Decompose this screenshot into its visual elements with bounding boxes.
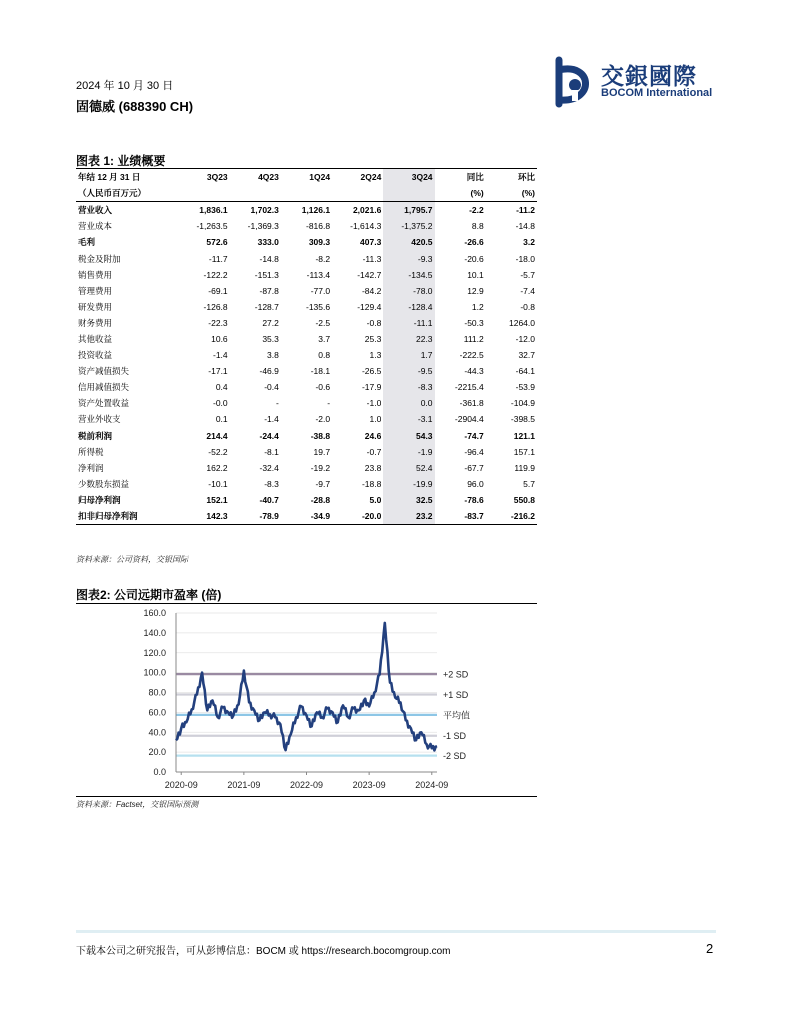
table-cell: -77.0 — [310, 285, 331, 296]
header-cell: (%) — [486, 185, 537, 202]
table-cell: -128.7 — [254, 301, 279, 312]
reference-line-label: 平均值 — [443, 710, 471, 721]
table-cell: 96.0 — [467, 478, 484, 489]
table-cell: - — [276, 398, 279, 409]
row-label: 毛利 — [78, 237, 96, 248]
table-cell: -2.5 — [315, 317, 331, 328]
table-cell: 27.2 — [262, 317, 279, 328]
table-cell: 23.8 — [364, 462, 382, 473]
table-cell: -17.1 — [208, 366, 228, 377]
table-cell: 420.5 — [383, 234, 434, 250]
table-row — [76, 428, 537, 444]
table-row — [76, 444, 537, 460]
y-tick-label: 120.0 — [143, 647, 166, 658]
row-label: 税前利润 — [78, 430, 113, 441]
table-cell: -1.0 — [366, 398, 382, 409]
table-cell: 10.1 — [467, 269, 484, 280]
table-cell: 25.3 — [364, 333, 382, 344]
row-label: 研发费用 — [78, 301, 113, 312]
report-date: 2024 年 10 月 30 日 — [76, 80, 174, 92]
row-label: 税金及附加 — [78, 253, 121, 264]
table-cell: -0.0 — [213, 398, 228, 409]
table-cell: 407.3 — [360, 237, 382, 248]
chart2-source: 资料来源：Factset，交银国际预测 — [76, 800, 199, 809]
table-cell: -104.9 — [510, 398, 535, 409]
x-tick-label: 2021-09 — [227, 780, 261, 790]
table-cell: 119.9 — [514, 462, 535, 473]
table-row — [76, 283, 537, 299]
table-cell: -14.8 — [259, 253, 279, 264]
table-cell: 5.0 — [369, 494, 382, 505]
header-cell: 年结 12 月 31 日 — [78, 172, 141, 183]
table-cell: 0.0 — [383, 395, 434, 411]
x-tick-label: 2023-09 — [352, 780, 386, 790]
row-label: 少数股东损益 — [78, 478, 130, 489]
table-cell: -113.4 — [306, 269, 331, 280]
table-row — [76, 460, 537, 476]
table-cell: 157.1 — [513, 446, 535, 457]
table-cell: -26.5 — [361, 366, 382, 377]
table-cell: -0.6 — [315, 382, 331, 393]
table-cell: 1.2 — [471, 301, 484, 312]
table-row — [76, 250, 537, 266]
table-cell: 1,126.1 — [301, 205, 331, 216]
forward-pe-chart — [76, 605, 537, 795]
table-cell: -129.4 — [357, 301, 382, 312]
table-cell: -8.2 — [315, 253, 331, 264]
table-cell: -32.4 — [259, 462, 279, 473]
table-cell: -38.8 — [310, 430, 331, 441]
table-cell: 5.7 — [523, 478, 535, 489]
results-summary-table — [76, 169, 537, 525]
header-cell: 环比 — [517, 172, 535, 183]
table-cell: -18.8 — [361, 478, 382, 489]
reference-line-label: -2 SD — [443, 751, 467, 762]
row-label: 扣非归母净利润 — [76, 508, 178, 525]
table-cell: 121.1 — [513, 430, 535, 441]
table-cell: 10.6 — [211, 333, 228, 344]
company-title: 固德威 (688390 CH) — [76, 99, 194, 114]
table-cell: -8.3 — [264, 478, 279, 489]
table-cell: 572.6 — [206, 237, 228, 248]
x-tick-label: 2020-09 — [164, 780, 198, 790]
table-cell: 1.7 — [383, 347, 434, 363]
table-row — [76, 267, 537, 283]
table-cell: -11.3 — [362, 253, 382, 264]
table-cell: -52.2 — [208, 446, 228, 457]
header-row-1 — [76, 169, 537, 185]
table-cell: -134.5 — [383, 267, 434, 283]
header-cell — [383, 185, 434, 202]
table-cell: -24.4 — [259, 430, 279, 441]
header-cell: 2Q24 — [360, 172, 382, 183]
table-cell: -0.8 — [366, 317, 382, 328]
table-cell: -8.1 — [264, 446, 279, 457]
table-cell: -0.8 — [520, 301, 535, 312]
table-cell: 3.8 — [267, 350, 279, 361]
table-cell: -12.0 — [515, 333, 535, 344]
y-tick-label: 80.0 — [148, 687, 166, 698]
bocom-emblem-icon — [553, 56, 597, 108]
table-cell: 24.6 — [364, 430, 382, 441]
header-cell: （人民币百万元） — [76, 185, 178, 202]
table-cell: 309.3 — [308, 237, 331, 248]
table-cell: 1.3 — [369, 350, 382, 361]
y-tick-label: 0.0 — [153, 767, 166, 777]
table-cell: -2.2 — [469, 205, 484, 216]
table-cell: 35.3 — [262, 333, 279, 344]
x-tick-label: 2022-09 — [289, 780, 324, 790]
table-cell: -17.9 — [361, 382, 382, 393]
table-row — [76, 508, 537, 525]
table-cell: -216.2 — [486, 508, 537, 525]
table-cell: 0.8 — [318, 350, 331, 361]
y-tick-label: 100.0 — [143, 667, 166, 678]
table-row — [76, 299, 537, 315]
table-cell: -34.9 — [281, 508, 332, 525]
table-cell: -128.4 — [383, 299, 434, 315]
reference-line-label: +1 SD — [443, 689, 469, 700]
row-label: 营业成本 — [78, 221, 113, 232]
header-cell — [178, 185, 229, 202]
table-cell: -9.7 — [315, 478, 331, 489]
row-label: 归母净利润 — [78, 494, 121, 505]
chart2-top-rule — [76, 603, 537, 604]
table-row — [76, 492, 537, 508]
header-cell: 1Q24 — [309, 172, 331, 183]
table-row — [76, 395, 537, 411]
table-cell: 1,836.1 — [199, 205, 228, 216]
page-number: 2 — [706, 941, 714, 956]
table-cell: -11.2 — [516, 205, 535, 216]
table-cell: 19.7 — [313, 446, 331, 457]
table-row — [76, 202, 537, 219]
table-cell: -151.3 — [254, 269, 279, 280]
table-cell: -78.9 — [230, 508, 281, 525]
table-cell: 0.1 — [215, 414, 228, 425]
table-cell: -361.8 — [459, 398, 484, 409]
table-cell: 111.2 — [463, 333, 484, 344]
table-cell: -126.8 — [203, 301, 228, 312]
table-cell: -8.3 — [383, 379, 434, 395]
table-cell: 52.4 — [383, 460, 434, 476]
table-cell: 214.4 — [206, 430, 228, 441]
table-body — [76, 202, 537, 525]
table-cell: 54.3 — [383, 428, 434, 444]
table-cell: -9.3 — [383, 250, 434, 266]
table-cell: 32.5 — [383, 492, 434, 508]
table-cell: -0.7 — [366, 446, 382, 457]
table-cell: 12.9 — [467, 285, 484, 296]
table1-title: 图表 1: 业绩概要 — [76, 154, 166, 168]
table-cell: -2.0 — [315, 414, 331, 425]
table-cell: -1,369.3 — [247, 221, 279, 232]
table-cell: 333.0 — [257, 237, 279, 248]
table-cell: 1,702.3 — [250, 205, 279, 216]
y-tick-label: 60.0 — [148, 707, 166, 718]
row-label: 管理费用 — [78, 285, 113, 296]
table-cell: -10.1 — [208, 478, 228, 489]
header-cell: 3Q23 — [206, 172, 228, 183]
table-cell: -40.7 — [259, 494, 279, 505]
table-cell: -50.3 — [464, 317, 484, 328]
row-label: 资产减值损失 — [78, 366, 130, 377]
reference-line-label: -1 SD — [443, 731, 467, 742]
table-cell: -64.1 — [515, 366, 535, 377]
table-cell: 1264.0 — [509, 317, 535, 328]
table-cell: 0.4 — [215, 382, 228, 393]
reference-line-label: +2 SD — [443, 669, 469, 680]
table1-source: 资料来源：公司资料，交银国际 — [76, 555, 188, 564]
table-cell: -84.2 — [361, 285, 382, 296]
table-cell: -1.4 — [264, 414, 279, 425]
row-label: 财务费用 — [78, 317, 113, 328]
chart2-bottom-rule — [76, 796, 537, 797]
table-cell: -0.4 — [264, 382, 279, 393]
table-cell: -78.6 — [464, 494, 484, 505]
logo-chinese-name: 交銀國際 — [601, 63, 697, 89]
header-cell — [332, 185, 383, 202]
table-cell: -83.7 — [435, 508, 486, 525]
table-cell: -2215.4 — [454, 382, 484, 393]
table-cell: -19.2 — [310, 462, 331, 473]
table-cell: -28.8 — [310, 494, 331, 505]
table-cell: -1,375.2 — [383, 218, 434, 234]
footer-text: 下载本公司之研究报告，可从彭博信息：BOCM 或 https://research.bocomgroup.com — [76, 946, 451, 957]
bocom-logo — [553, 56, 723, 108]
x-tick-label: 2024-09 — [415, 780, 449, 790]
table-cell: 1.0 — [369, 414, 382, 425]
row-label: 营业外收支 — [78, 414, 121, 425]
table-cell: -11.1 — [383, 315, 434, 331]
row-label: 所得税 — [78, 446, 104, 457]
table-row — [76, 476, 537, 492]
table-row — [76, 347, 537, 363]
y-tick-label: 140.0 — [143, 627, 166, 638]
table-row — [76, 379, 537, 395]
header-cell: 3Q24 — [383, 169, 434, 185]
header-cell: 4Q23 — [258, 172, 279, 183]
table-cell: 3.7 — [318, 333, 331, 344]
table-cell: 162.2 — [206, 462, 228, 473]
table-row — [76, 234, 537, 250]
table-cell: 1,795.7 — [383, 202, 434, 219]
table-cell: -67.7 — [464, 462, 484, 473]
row-label: 营业收入 — [78, 205, 113, 216]
table-cell: -22.3 — [208, 317, 228, 328]
header-cell: 同比 — [466, 172, 484, 183]
table-cell: -18.0 — [515, 253, 535, 264]
table-cell: -222.5 — [459, 350, 484, 361]
row-label: 信用减值损失 — [78, 382, 130, 393]
table-cell: -78.0 — [383, 283, 434, 299]
row-label: 投资收益 — [78, 350, 113, 361]
table-cell: -19.9 — [383, 476, 434, 492]
table-header — [76, 169, 537, 202]
table-cell: -26.6 — [464, 237, 484, 248]
row-label: 销售费用 — [78, 269, 113, 280]
table-cell: -142.7 — [357, 269, 382, 280]
table-cell: -11.7 — [208, 253, 228, 264]
table-cell: 3.2 — [523, 237, 535, 248]
row-label: 净利润 — [78, 462, 104, 473]
table-cell: 550.8 — [513, 494, 535, 505]
table-cell: -7.4 — [520, 285, 535, 296]
table-cell: - — [327, 398, 331, 409]
table-cell: -1,614.3 — [350, 221, 382, 232]
table-cell: 22.3 — [383, 331, 434, 347]
table-cell: -1.9 — [383, 444, 434, 460]
table-cell: -135.6 — [305, 301, 331, 312]
table-row — [76, 363, 537, 379]
table-cell: -87.8 — [259, 285, 279, 296]
chart2-title: 图表2: 公司远期市盈率 (倍) — [76, 588, 222, 602]
y-tick-label: 20.0 — [148, 747, 166, 758]
header-cell — [281, 185, 332, 202]
table-cell: -9.5 — [383, 363, 434, 379]
table-row — [76, 315, 537, 331]
table-cell: -122.2 — [203, 269, 228, 280]
table-cell: 23.2 — [383, 508, 434, 525]
table-cell: -74.7 — [464, 430, 484, 441]
table-cell: 32.7 — [518, 350, 535, 361]
series-line — [176, 623, 437, 751]
table-cell: 142.3 — [178, 508, 229, 525]
table-cell: 8.8 — [471, 221, 484, 232]
table-cell: -1,263.5 — [196, 221, 228, 232]
table-cell: -398.5 — [510, 414, 535, 425]
row-label: 资产处置收益 — [78, 398, 130, 409]
row-label: 其他收益 — [78, 333, 113, 344]
table-row — [76, 218, 537, 234]
header-cell — [230, 185, 281, 202]
table-cell: -2904.4 — [454, 414, 484, 425]
table-cell: 2,021.6 — [352, 205, 382, 216]
table-cell: -53.9 — [515, 382, 535, 393]
table-row — [76, 411, 537, 427]
table-cell: -18.1 — [310, 366, 331, 377]
table-cell: -20.6 — [464, 253, 484, 264]
table-cell: -96.4 — [464, 446, 484, 457]
table-cell: -3.1 — [383, 411, 434, 427]
table-cell: -44.3 — [464, 366, 484, 377]
y-tick-label: 160.0 — [143, 608, 166, 618]
table-cell: -14.8 — [515, 221, 535, 232]
table-cell: -816.8 — [305, 221, 331, 232]
table-cell: -20.0 — [332, 508, 383, 525]
footer-divider — [76, 930, 716, 933]
table-cell: -69.1 — [208, 285, 228, 296]
table-cell: -1.4 — [213, 350, 228, 361]
logo-english-name: BOCOM International — [601, 87, 713, 99]
table-cell: -5.7 — [520, 269, 535, 280]
table-cell: -46.9 — [259, 366, 279, 377]
table-cell: 152.1 — [206, 494, 228, 505]
header-row-2 — [76, 185, 537, 202]
header-cell: (%) — [435, 185, 486, 202]
y-tick-label: 40.0 — [148, 727, 166, 738]
table-row — [76, 331, 537, 347]
